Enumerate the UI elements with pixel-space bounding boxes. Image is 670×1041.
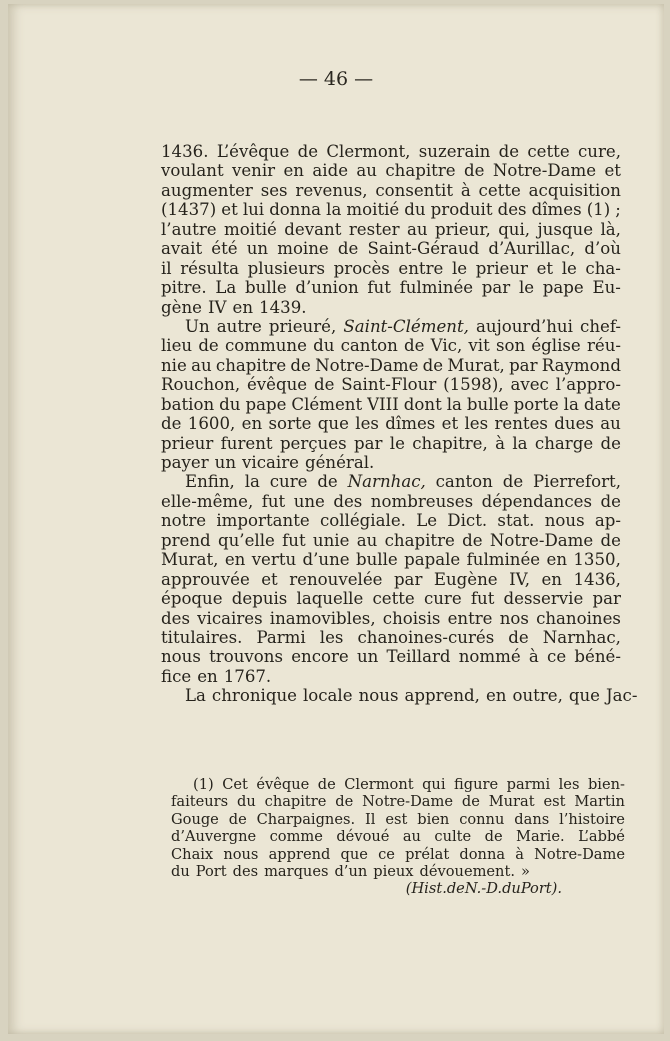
text-line: bation du pape Clément VIII dont la bulle porte la date	[161, 394, 621, 414]
text-line: payer un vicaire général.	[161, 453, 375, 472]
text-line: Enfin, la cure de Narnhac, canton de Pierrefort,	[185, 472, 621, 492]
text-line: Rouchon, évêque de Saint-Flour (1598), avec l’appro-	[161, 375, 621, 395]
footnote	[171, 776, 625, 898]
text-line: fice en 1767.	[161, 666, 272, 686]
text-line: nous trouvons encore un Teillard nommé à ce béné-	[161, 647, 621, 667]
main-text	[161, 142, 638, 706]
footnote-line: Gouge de Charpaignes. Il est bien connu dans l’histoire	[171, 810, 625, 828]
footnote-line: du Port des marques d’un pieux dévouement. »	[171, 862, 530, 880]
footnote-line: (Hist. de N.-D. du Port).	[405, 880, 562, 898]
text-line: prieur furent perçues par le chapitre, à la charge de	[161, 433, 621, 453]
footnote-line: (1) Cet évêque de Clermont qui figure parmi les bien-	[193, 776, 625, 793]
text-line: La chronique locale nous apprend, en outre, que Jac-	[185, 686, 638, 706]
text-line: lieu de commune du canton de Vic, vit son église réu-	[161, 336, 621, 356]
text-line: des vicaires inamovibles, choisis entre nos chanoines	[161, 608, 621, 628]
text-line: gène IV en 1439.	[161, 297, 307, 317]
text-line: voulant venir en aide au chapitre de Notre-Dame et	[161, 161, 621, 181]
text-line: Un autre prieuré, Saint-Clément, aujourd’hui chef-	[185, 316, 621, 336]
text-line: notre importante collégiale. Le Dict. stat. nous ap-	[161, 511, 621, 531]
text-line: l’autre moitié devant rester au prieur, qui, jusque là,	[161, 219, 621, 239]
text-line: Murat, en vertu d’une bulle papale fulminée en 1350,	[161, 550, 621, 570]
text-line: approuvée et renouvelée par Eugène IV, en 1436,	[161, 569, 621, 589]
text-line: 1436. L’évêque de Clermont, suzerain de cette cure,	[161, 142, 621, 161]
book-page	[8, 4, 664, 1034]
text-line: il résulta plusieurs procès entre le prieur et le cha-	[161, 258, 621, 278]
text-line: époque depuis laquelle cette cure fut desservie par	[161, 589, 621, 609]
text-line: nie au chapitre de Notre-Dame de Murat, par Raymond	[161, 355, 621, 375]
text-line: avait été un moine de Saint-Géraud d’Aurillac, d’où	[161, 239, 621, 259]
text-line: titulaires. Parmi les chanoines-curés de Narnhac,	[161, 627, 621, 647]
text-line: augmenter ses revenus, consentit à cette acquisition	[161, 180, 621, 200]
footnote-line: d’Auvergne comme dévoué au culte de Marie. L’abbé	[171, 828, 625, 846]
text-line: elle-même, fut une des nombreuses dépendances de	[161, 491, 621, 511]
footnote-line: Chaix nous apprend que ce prélat donna à Notre-Dame	[171, 845, 625, 863]
text-line: de 1600, en sorte que les dîmes et les rentes dues au	[161, 414, 621, 434]
text-line: pitre. La bulle d’union fut fulminée par le pape Eu-	[161, 278, 621, 298]
page-number: — 46 —	[298, 68, 374, 90]
text-line: prend qu’elle fut unie au chapitre de Notre-Dame de	[161, 530, 621, 550]
footnote-line: faiteurs du chapitre de Notre-Dame de Murat est Martin	[171, 793, 625, 811]
text-line: (1437) et lui donna la moitié du produit des dîmes (1) ;	[161, 200, 621, 220]
